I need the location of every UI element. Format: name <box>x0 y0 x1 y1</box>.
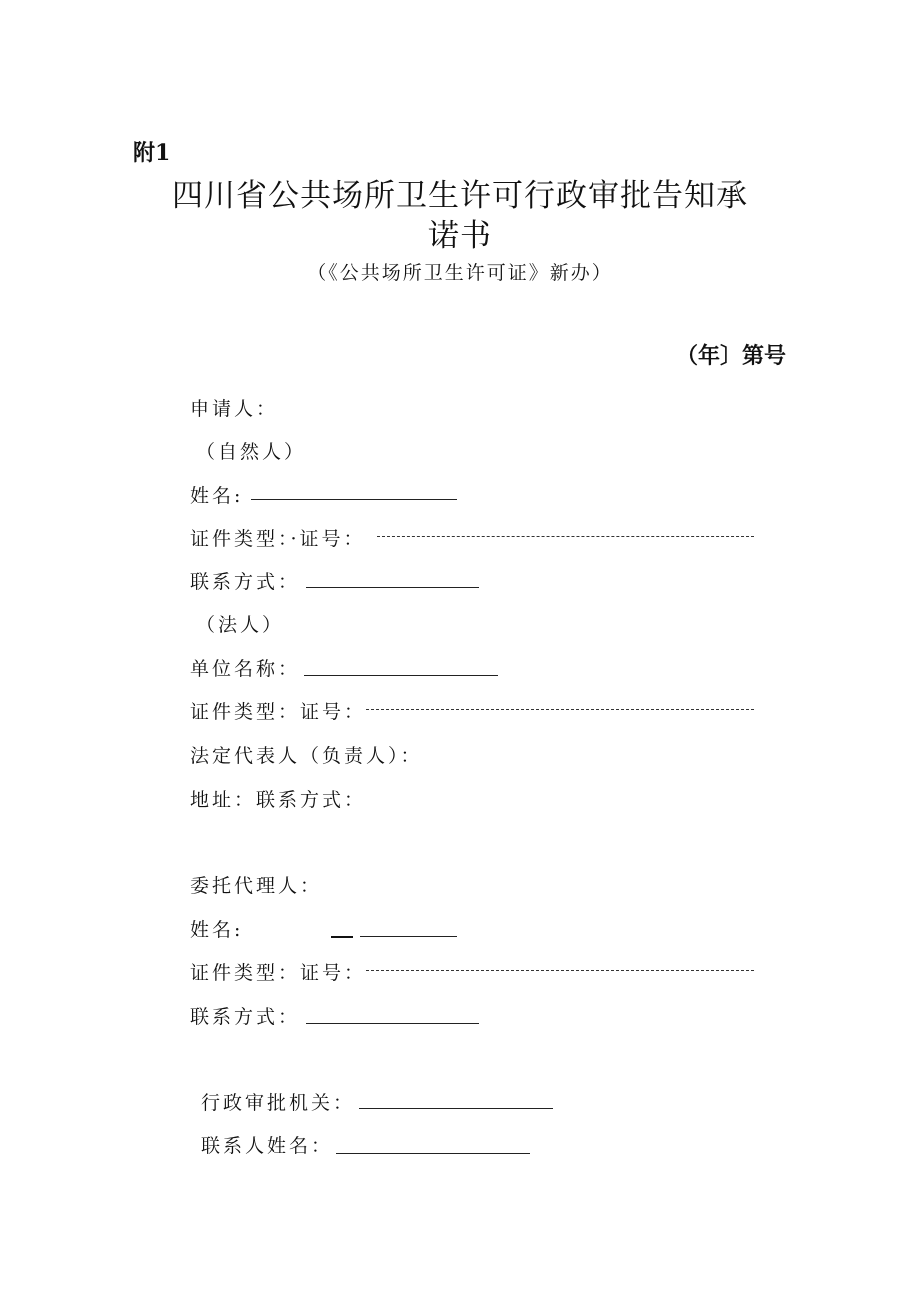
contact-person-name-field[interactable] <box>336 1153 530 1154</box>
natural-person-id-label: 证件类型：·证号： <box>190 528 366 550</box>
applicant-label: 申请人： <box>190 398 279 420</box>
approval-authority-field[interactable] <box>359 1108 553 1109</box>
natural-person-name-label: 姓名: <box>190 485 244 507</box>
approval-authority-label: 行政审批机关： <box>201 1092 356 1114</box>
legal-person-id-field[interactable] <box>366 709 754 710</box>
document-title-line-2: 诺书 <box>428 218 492 254</box>
document-title-line-1: 四川省公共场所卫生许可行政审批告知承 <box>172 178 748 214</box>
legal-person-unit-label: 单位名称： <box>190 658 301 680</box>
agent-name-label: 姓名: <box>190 919 244 941</box>
natural-person-contact-field[interactable] <box>306 587 479 588</box>
natural-person-heading: （自然人） <box>196 441 307 463</box>
agent-id-field[interactable] <box>366 970 754 971</box>
legal-person-id-label: 证件类型：证号： <box>190 701 367 723</box>
document-subtitle: （《公共场所卫生许可证》新办） <box>307 262 613 284</box>
agent-contact-field[interactable] <box>306 1023 479 1024</box>
attachment-label: 附1 <box>133 140 171 166</box>
agent-label: 委托代理人： <box>190 875 323 897</box>
legal-person-heading: （法人） <box>196 614 285 636</box>
natural-person-id-field[interactable] <box>377 536 754 537</box>
agent-name-field[interactable] <box>360 936 457 937</box>
agent-name-mark <box>331 936 353 938</box>
agent-id-label: 证件类型：证号： <box>190 962 367 984</box>
natural-person-contact-label: 联系方式： <box>190 571 301 593</box>
natural-person-name-field[interactable] <box>251 499 457 500</box>
agent-contact-label: 联系方式： <box>190 1006 301 1028</box>
document-number: （年〕第号 <box>675 344 786 369</box>
legal-representative-label: 法定代表人（负责人）： <box>190 745 423 767</box>
contact-person-name-label: 联系人姓名： <box>201 1135 334 1157</box>
legal-person-address-label: 地址：联系方式： <box>190 789 367 811</box>
legal-person-unit-field[interactable] <box>304 675 498 676</box>
